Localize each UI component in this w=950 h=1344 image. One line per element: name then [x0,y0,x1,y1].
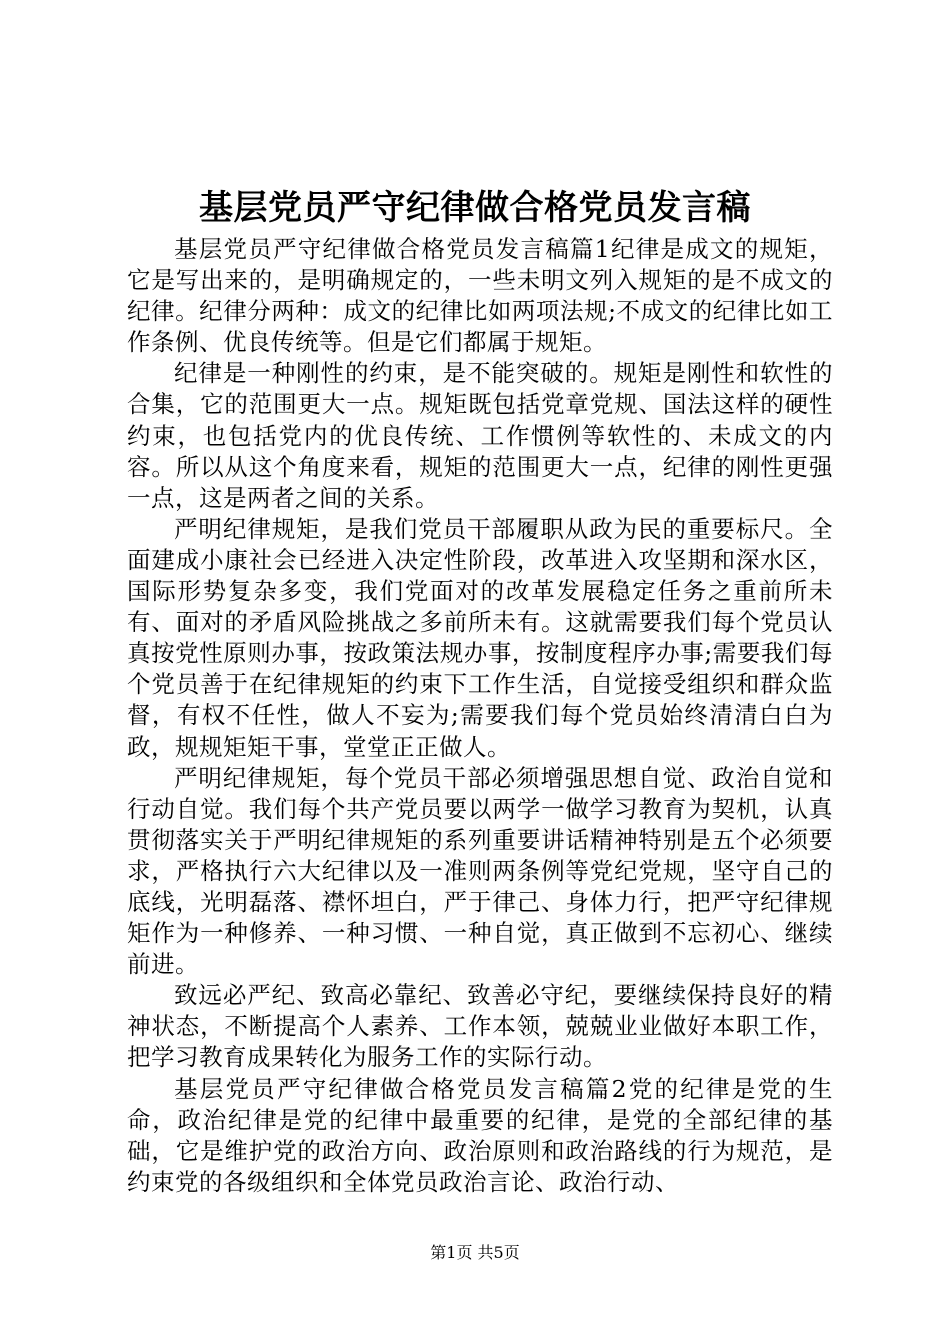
document-title: 基层党员严守纪律做合格党员发言稿 [199,188,751,228]
page-number-footer: 第1页 共5页 [430,1243,520,1262]
paragraph-4: 严明纪律规矩，每个党员干部必须增强思想自觉、政治自觉和行动自觉。我们每个共产党员要以两学一做学习教育为契机，认真贯彻落实关于严明纪律规矩的系列重要讲话精神特别是五个必须要求，严格执行六大纪律以及一准则两条例等党纪党规，坚守自己的底线，光明磊落、襟怀坦白，严于律己、身体力行，把严守纪律规矩作为一种修养、一种习惯、一种自觉，真正做到不忘初心、继续前进。 [127,763,833,979]
document-body [127,234,833,1198]
paragraph-6: 基层党员严守纪律做合格党员发言稿篇2党的纪律是党的生命，政治纪律是党的纪律中最重要的纪律，是党的全部纪律的基础，它是维护党的政治方向、政治原则和政治路线的行为规范，是约束党的各级组织和全体党员政治言论、政治行动、 [127,1074,833,1196]
paragraph-2: 纪律是一种刚性的约束，是不能突破的。规矩是刚性和软性的合集，它的范围更大一点。规矩既包括党章党规、国法这样的硬性约束，也包括党内的优良传统、工作惯例等软性的、未成文的内容。所以从这个角度来看，规矩的范围更大一点，纪律的刚性更强一点，这是两者之间的关系。 [127,359,833,512]
paragraph-5: 致远必严纪、致高必靠纪、致善必守纪，要继续保持良好的精神状态，不断提高个人素养、工作本领，兢兢业业做好本职工作，把学习教育成果转化为服务工作的实际行动。 [127,981,833,1072]
paragraph-1: 基层党员严守纪律做合格党员发言稿篇1纪律是成文的规矩，它是写出来的，是明确规定的，一些未明文列入规矩的是不成文的纪律。纪律分两种：成文的纪律比如两项法规;不成文的纪律比如工作条例、优良传统等。但是它们都属于规矩。 [127,235,833,357]
paragraph-3: 严明纪律规矩，是我们党员干部履职从政为民的重要标尺。全面建成小康社会已经进入决定性阶段，改革进入攻坚期和深水区，国际形势复杂多变，我们党面对的改革发展稳定任务之重前所未有、面对的矛盾风险挑战之多前所未有。这就需要我们每个党员认真按党性原则办事，按政策法规办事，按制度程序办事;需要我们每个党员善于在纪律规矩的约束下工作生活，自觉接受组织和群众监督，有权不任性，做人不妄为;需要我们每个党员始终清清白白为政，规规矩矩干事，堂堂正正做人。 [127,514,833,761]
